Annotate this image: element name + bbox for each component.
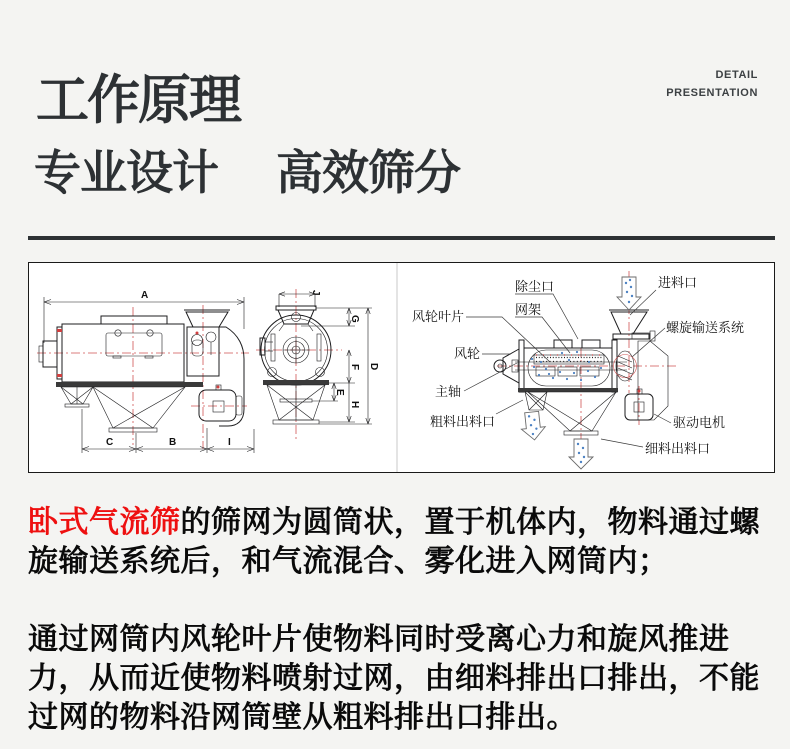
part-label-main-shaft: 主轴 — [435, 384, 462, 399]
front-view-drawing — [256, 289, 379, 439]
page-subtitle: 专业设计 高效筛分 — [34, 146, 461, 199]
dim-label-h: H — [349, 401, 360, 409]
part-label-dust-port: 除尘口 — [515, 279, 555, 294]
dim-label-g: G — [349, 315, 360, 323]
part-label-wind-wheel: 风轮 — [454, 346, 481, 361]
tagline-line1: DETAIL — [715, 69, 758, 81]
paragraph-1 — [28, 503, 772, 581]
part-label-mesh-frame: 网架 — [515, 302, 542, 317]
part-label-screw-conveyor: 螺旋输送系统 — [666, 320, 745, 335]
part-label-coarse-outlet: 粗料出料口 — [430, 414, 496, 429]
dim-label-b: B — [169, 437, 177, 448]
schematic-drawing — [412, 271, 744, 469]
dim-label-e: E — [334, 389, 345, 396]
dim-label-i: I — [228, 437, 231, 448]
tagline-line2: PRESENTATION — [666, 87, 758, 99]
divider-line — [28, 236, 775, 240]
paragraph-1-text: 的筛网为圆筒状，置于机体内，物料通过螺旋输送系统后，和气流混合、雾化进入网筒内； — [28, 506, 760, 578]
tagline — [666, 66, 758, 102]
coarse-outlet-flow-arrow-icon — [520, 411, 547, 441]
part-label-feed-inlet: 进料口 — [658, 275, 698, 290]
feed-flow-arrow-icon — [617, 277, 641, 310]
fine-outlet-flow-arrow-icon — [569, 439, 593, 469]
dim-label-j: J — [310, 290, 321, 296]
part-label-fine-outlet: 细料出料口 — [645, 441, 711, 456]
part-label-wind-wheel-blade: 风轮叶片 — [412, 309, 465, 324]
part-label-drive-motor: 驱动电机 — [673, 415, 726, 430]
page-title: 工作原理 — [36, 71, 240, 130]
dim-label-c: C — [106, 437, 114, 448]
dim-label-d: D — [368, 363, 379, 371]
diagram-panel — [28, 262, 775, 473]
keyword-highlight: 卧式气流筛 — [28, 506, 181, 539]
paragraph-2: 通过网筒内风轮叶片使物料同时受离心力和旋风推进力，从而近使物料喷射过网，由细料排出口排出，不能过网的物料沿网筒壁从粗料排出口排出。 — [28, 623, 760, 734]
dim-label-f: F — [349, 364, 360, 371]
dim-label-a: A — [141, 290, 149, 301]
technical-drawing-svg — [29, 263, 774, 472]
side-view-drawing — [37, 290, 254, 453]
